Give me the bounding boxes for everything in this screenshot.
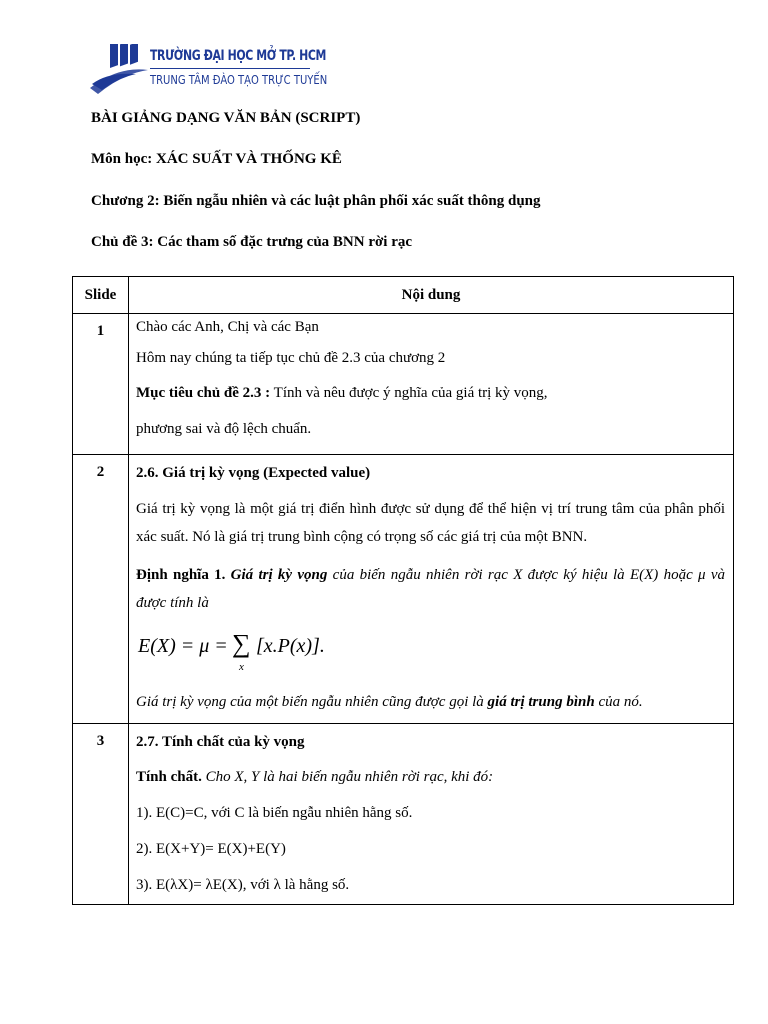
definition-body: của biến ngẫu nhiên rời rạc X được ký hiệu là E(X) hoặc μ và được tính là	[136, 567, 725, 611]
script-table	[72, 276, 734, 905]
definition-text	[136, 561, 725, 617]
property-label: Tính chất.	[136, 769, 202, 785]
formula-lhs: E(X) = μ =	[138, 635, 228, 657]
mean-note	[136, 691, 725, 713]
definition-term: Giá trị kỳ vọng	[225, 567, 328, 583]
intro-text: Hôm nay chúng ta tiếp tục chủ đề 2.3 của chương 2	[136, 350, 446, 366]
expected-value-formula	[136, 627, 725, 679]
table-row	[73, 455, 734, 724]
expected-value-paragraph: Giá trị kỳ vọng là một giá trị điển hình được sử dụng để thể hiện vị trí trung tâm của phân phối xác suất. Nó là giá trị trung bình cộng có trọng số các giá trị của một BNN.	[136, 501, 725, 545]
goal-label: Mục tiêu chủ đề 2.3 :	[136, 385, 271, 401]
note-post: của nó.	[594, 694, 643, 710]
logo-divider	[150, 68, 310, 69]
book-emblem-icon	[88, 44, 150, 96]
header-slide: Slide	[73, 277, 129, 314]
formula-rhs: [x.P(x)].	[256, 635, 325, 657]
slide-content	[129, 724, 734, 905]
chapter-line: Chương 2: Biến ngẫu nhiên và các luật phân phối xác suất thông dụng	[91, 193, 541, 209]
goal-text	[136, 382, 725, 404]
formula-sum: ∑	[232, 629, 251, 658]
goal-body: Tính và nêu được ý nghĩa của giá trị kỳ vọng,	[270, 385, 548, 401]
topic-line: Chủ đề 3: Các tham số đặc trưng của BNN rời rạc	[91, 234, 413, 250]
note-bold: giá trị trung bình	[487, 694, 595, 710]
slide-number: 2	[96, 464, 105, 480]
table-row	[73, 724, 734, 905]
slide-content	[129, 455, 734, 724]
definition-label: Định nghĩa 1.	[136, 567, 226, 583]
formula-sub: x	[239, 661, 244, 673]
slide-content	[129, 314, 734, 455]
table-row	[73, 314, 734, 455]
property-item-1: 1). E(C)=C, với C là biến ngẫu nhiên hằng số.	[136, 805, 413, 821]
document-title: BÀI GIẢNG DẠNG VĂN BẢN (SCRIPT)	[91, 110, 361, 126]
logo-university-name: TRƯỜNG ĐẠI HỌC MỞ TP. HCM	[150, 48, 327, 64]
goal-text-2: phương sai và độ lệch chuẩn.	[136, 421, 312, 437]
slide-number: 1	[96, 323, 105, 339]
university-logo	[88, 44, 328, 96]
table-header-row	[73, 277, 734, 314]
header-content: Nội dung	[129, 277, 734, 314]
slide-number: 3	[96, 733, 105, 749]
section-heading: 2.7. Tính chất của kỳ vọng	[136, 734, 305, 750]
property-intro	[136, 766, 725, 788]
property-body: Cho X, Y là hai biến ngẫu nhiên rời rạc, khi đó:	[201, 769, 494, 785]
property-item-2: 2). E(X+Y)= E(X)+E(Y)	[136, 841, 286, 857]
section-heading: 2.6. Giá trị kỳ vọng (Expected value)	[136, 465, 371, 481]
logo-center-name: TRUNG TÂM ĐÀO TẠO TRỰC TUYẾN	[150, 72, 328, 87]
property-item-3: 3). E(λX)= λE(X), với λ là hằng số.	[136, 877, 350, 893]
greeting-text: Chào các Anh, Chị và các Bạn	[136, 319, 319, 335]
note-pre: Giá trị kỳ vọng của một biến ngẫu nhiên cũng được gọi là	[136, 694, 488, 710]
subject-line: Môn học: XÁC SUẤT VÀ THỐNG KÊ	[91, 151, 342, 167]
